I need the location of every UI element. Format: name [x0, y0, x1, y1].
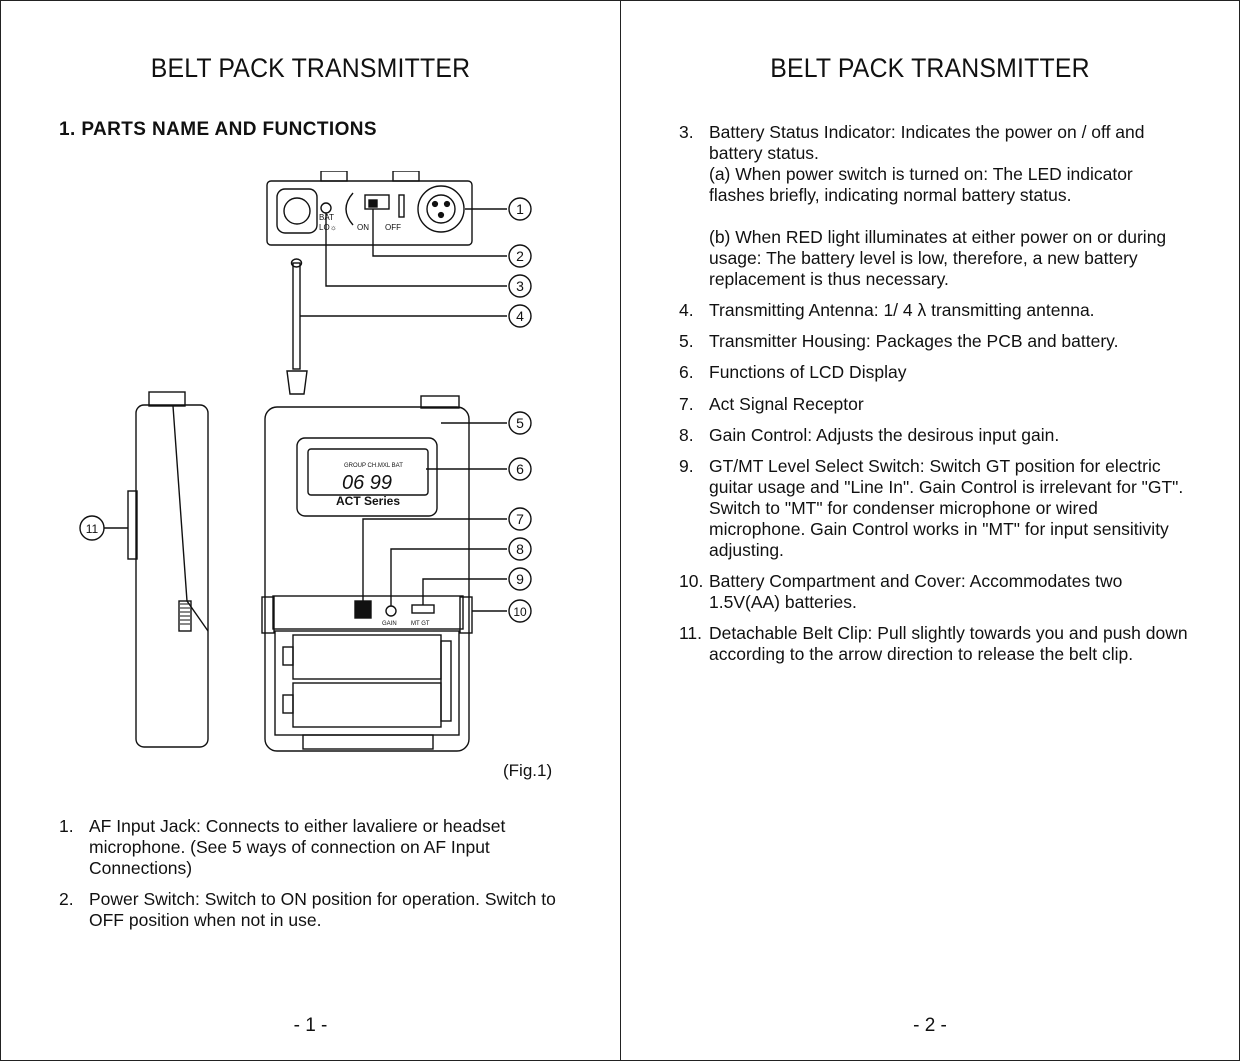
figure-caption: (Fig.1) — [503, 761, 553, 780]
lcd-header: GROUP CH.MXL BAT — [344, 463, 403, 469]
gain-label: GAIN — [382, 621, 397, 627]
item-text: Functions of LCD Display — [709, 362, 907, 382]
mt-gt-label: MT GT — [411, 621, 430, 627]
lcd-digits: 06 99 — [342, 472, 393, 494]
callout-text: 10 — [513, 605, 527, 619]
front-jack-top — [421, 396, 459, 408]
battery-2 — [293, 683, 441, 727]
item-number: 8. — [679, 425, 694, 445]
page-title: BELT PACK TRANSMITTER — [150, 53, 471, 83]
gt-mt-switch — [412, 605, 434, 613]
page-number: - 2 - — [913, 1015, 947, 1036]
on-label: ON — [357, 223, 369, 232]
top-tab-left — [321, 171, 347, 181]
item-number: 3. — [679, 122, 694, 142]
transmitter-diagram — [71, 171, 551, 761]
battery-led — [321, 203, 331, 213]
bat-label: BAT — [319, 213, 334, 222]
act-signal-receptor — [355, 601, 371, 618]
callout-text: 9 — [516, 571, 524, 587]
item-number: 10. — [679, 571, 704, 591]
lcd-brand: ACT Series — [336, 494, 401, 508]
item-number: 11. — [679, 623, 703, 643]
item-text: Power Switch: Switch to ON position for operation. Switch to OFF position when not in use. — [89, 889, 556, 930]
item-number: 7. — [679, 394, 694, 414]
housing-foot — [303, 735, 433, 749]
gain-control — [386, 606, 396, 616]
top-tab-right — [393, 171, 419, 181]
item-text: Transmitter Housing: Packages the PCB and battery. — [709, 331, 1119, 351]
item-number: 2. — [59, 889, 74, 909]
item-number: 1. — [59, 816, 74, 836]
item-text: (a) When power switch is turned on: The LED indicator flashes briefly, indicating normal battery status. — [709, 164, 1133, 205]
callout-text: 8 — [516, 541, 524, 557]
switch-recess — [346, 193, 353, 225]
item-text: Gain Control: Adjusts the desirous input gain. — [709, 425, 1060, 445]
callout-text: 7 — [516, 511, 524, 527]
item-text: GT/MT Level Select Switch: Switch GT position for electric guitar usage and "Line In". Gain Control is irrelevant for "GT". Switch to "MT" for condenser microphone or wired microphone. Gain Control works in "MT" for input sensitivity adjusting. — [709, 456, 1184, 560]
manual-page-2 — [620, 0, 1240, 1061]
input-socket-hole — [284, 198, 310, 224]
battery-1 — [293, 635, 441, 679]
item-number: 9. — [679, 456, 694, 476]
item-text: Battery Status Indicator: Indicates the power on / off and battery status. — [709, 122, 1145, 163]
off-label: OFF — [385, 223, 401, 232]
item-number: 6. — [679, 362, 694, 382]
item-text: Battery Compartment and Cover: Accommodates two 1.5V(AA) batteries. — [709, 571, 1123, 612]
antenna — [293, 263, 300, 369]
item-text: Act Signal Receptor — [709, 394, 864, 414]
item-text: Detachable Belt Clip: Pull slightly towards you and push down according to the arrow direction to release the belt clip. — [709, 623, 1188, 664]
page-title: BELT PACK TRANSMITTER — [770, 53, 1090, 83]
callout-text: 5 — [516, 415, 524, 431]
lo-label: LO☼ — [319, 223, 338, 232]
page-number: - 1 - — [293, 1015, 328, 1036]
item-text: AF Input Jack: Connects to either lavaliere or headset microphone. (See 5 ways of connection on AF Input Connections) — [89, 816, 506, 878]
antenna-base — [287, 371, 307, 394]
item-number: 4. — [679, 300, 694, 320]
callout-text: 4 — [516, 308, 524, 324]
side-view-body — [136, 405, 208, 747]
antenna-slot — [399, 195, 404, 217]
item-text: Transmitting Antenna: 1/ 4 λ transmitting antenna. — [709, 300, 1095, 320]
callout-text: 1 — [516, 201, 524, 217]
callout-text: 2 — [516, 248, 524, 264]
input-socket — [277, 189, 317, 233]
callout-text: 11 — [85, 522, 99, 536]
item-text: (b) When RED light illuminates at either power on or during usage: The battery level is low, therefore, a new battery replacement is thus necessary. — [709, 227, 1167, 289]
callout-text: 3 — [516, 278, 524, 294]
af-input-jack — [418, 186, 464, 232]
section-heading: 1. PARTS NAME AND FUNCTIONS — [59, 119, 377, 140]
item-number: 5. — [679, 331, 694, 351]
manual-page-1 — [0, 0, 621, 1061]
side-view-jack — [149, 392, 185, 406]
callout-text: 6 — [516, 461, 524, 477]
